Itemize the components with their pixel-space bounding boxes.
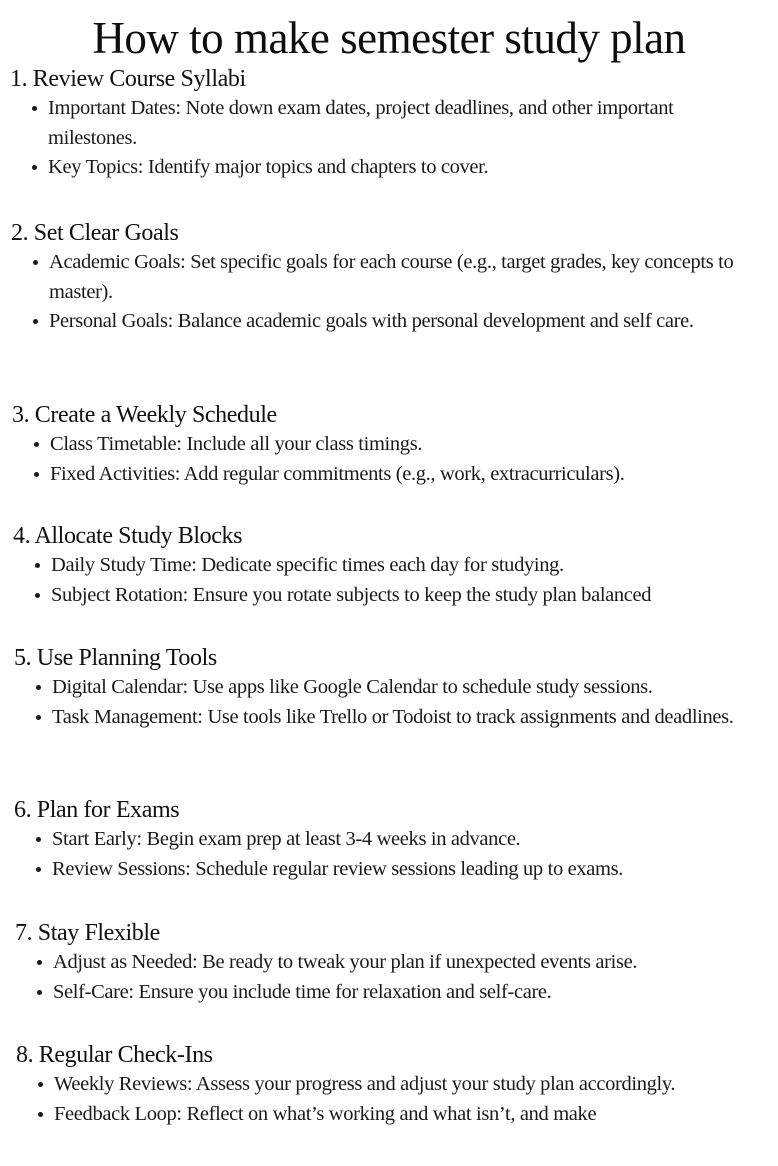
bullet-list <box>16 1070 778 1129</box>
bullet-text: Use apps like Google Calendar to schedule study sessions. <box>192 676 653 698</box>
list-item-self-care <box>15 978 778 1008</box>
bullet-icon <box>37 990 42 995</box>
bullet-label: Start Early: <box>52 828 147 850</box>
section-heading: 3. Create a Weekly Schedule <box>12 402 277 428</box>
bullet-text: Reflect on what’s working and what isn’t, and make <box>186 1102 597 1125</box>
bullet-text: Set specific goals for each course (e.g., target grades, key concepts to master). <box>49 251 734 303</box>
list-item-feedback-loop <box>16 1100 778 1130</box>
bullet-label: Feedback Loop: <box>54 1102 187 1125</box>
bullet-text: Be ready to tweak your plan if unexpected events arise. <box>202 951 638 973</box>
bullet-label: Task Management: <box>52 705 208 728</box>
bullet-list <box>14 825 778 884</box>
bullet-label: Self-Care: <box>53 980 139 1003</box>
bullet-icon <box>38 1112 43 1117</box>
bullet-text: Ensure you rotate subjects to keep the study plan balanced <box>192 583 652 606</box>
list-item-adjust-as-needed <box>15 948 778 978</box>
bullet-icon <box>34 472 39 477</box>
list-item-key-topics <box>10 153 768 183</box>
bullet-label: Review Sessions: <box>52 857 196 880</box>
list-item-class-timetable <box>12 430 778 460</box>
section-heading: 4. Allocate Study Blocks <box>13 523 243 549</box>
list-item-fixed-activities <box>12 460 778 490</box>
bullet-label: Fixed Activities: <box>50 462 184 485</box>
section-stay-flexible <box>15 918 778 1007</box>
list-item-weekly-reviews <box>16 1070 744 1100</box>
bullet-label: Personal Goals: <box>49 310 178 332</box>
bullet-text: Begin exam prep at least 3-4 weeks in advance. <box>146 828 521 850</box>
bullet-label: Digital Calendar: <box>52 676 193 698</box>
bullet-icon <box>32 165 37 170</box>
bullet-label: Key Topics: <box>48 156 148 178</box>
list-item-important-dates <box>10 94 728 153</box>
bullet-label: Daily Study Time: <box>51 554 202 576</box>
section-heading: 8. Regular Check-Ins <box>16 1042 213 1068</box>
section-review-course-syllabi <box>10 64 778 183</box>
bullet-icon <box>34 442 39 447</box>
bullet-list <box>10 94 778 183</box>
bullet-icon <box>33 260 38 265</box>
bullet-label: Class Timetable: <box>50 433 187 455</box>
bullet-text: Include all your class timings. <box>186 433 423 455</box>
page-title: How to make semester study plan <box>92 13 686 63</box>
section-heading: 2. Set Clear Goals <box>11 220 179 246</box>
bullet-list <box>13 551 778 610</box>
bullet-label: Adjust as Needed: <box>53 951 203 973</box>
section-heading: 1. Review Course Syllabi <box>10 66 246 92</box>
list-item-personal-goals <box>11 307 778 337</box>
bullet-text: Identify major topics and chapters to cover. <box>147 156 489 178</box>
bullet-text: Balance academic goals with personal development and self care. <box>177 310 694 332</box>
bullet-list <box>14 673 778 732</box>
bullet-icon <box>36 685 41 690</box>
section-plan-for-exams <box>14 795 778 884</box>
list-item-subject-rotation <box>13 581 778 611</box>
bullet-icon <box>35 593 40 598</box>
bullet-icon <box>38 1082 43 1087</box>
bullet-list <box>12 430 778 489</box>
section-use-planning-tools <box>14 643 778 732</box>
bullet-icon <box>36 837 41 842</box>
bullet-label: Subject Rotation: <box>51 583 193 606</box>
bullet-icon <box>36 715 41 720</box>
list-item-task-management <box>14 703 778 733</box>
bullet-icon <box>37 960 42 965</box>
bullet-text: Add regular commitments (e.g., work, extracurriculars). <box>183 462 625 485</box>
bullet-text: Assess your progress and adjust your study plan accordingly. <box>195 1073 676 1095</box>
bullet-text: Schedule regular review sessions leading up to exams. <box>195 857 624 880</box>
bullet-icon <box>33 319 38 324</box>
section-regular-check-ins <box>16 1040 778 1129</box>
section-heading: 7. Stay Flexible <box>15 920 160 946</box>
bullet-icon <box>36 867 41 872</box>
bullet-text: Ensure you include time for relaxation and self-care. <box>138 980 552 1003</box>
bullet-label: Academic Goals: <box>49 251 191 273</box>
section-heading: 6. Plan for Exams <box>14 797 180 823</box>
list-item-start-early <box>14 825 778 855</box>
section-allocate-study-blocks <box>13 521 778 610</box>
bullet-list <box>11 248 778 337</box>
list-item-academic-goals <box>11 248 778 307</box>
list-item-daily-study-time <box>13 551 778 581</box>
list-item-digital-calendar <box>14 673 778 703</box>
section-create-weekly-schedule <box>12 400 778 489</box>
bullet-text: Dedicate specific times each day for studying. <box>201 554 564 576</box>
bullet-text: Note down exam dates, project deadlines, and other important milestones. <box>48 97 674 149</box>
bullet-label: Important Dates: <box>48 97 186 119</box>
bullet-text: Use tools like Trello or Todoist to track assignments and deadlines. <box>207 705 734 728</box>
list-item-review-sessions <box>14 855 778 885</box>
section-set-clear-goals <box>11 218 778 337</box>
bullet-label: Weekly Reviews: <box>54 1073 196 1095</box>
bullet-icon <box>32 106 37 111</box>
bullet-icon <box>35 563 40 568</box>
section-heading: 5. Use Planning Tools <box>14 645 217 671</box>
bullet-list <box>15 948 778 1007</box>
